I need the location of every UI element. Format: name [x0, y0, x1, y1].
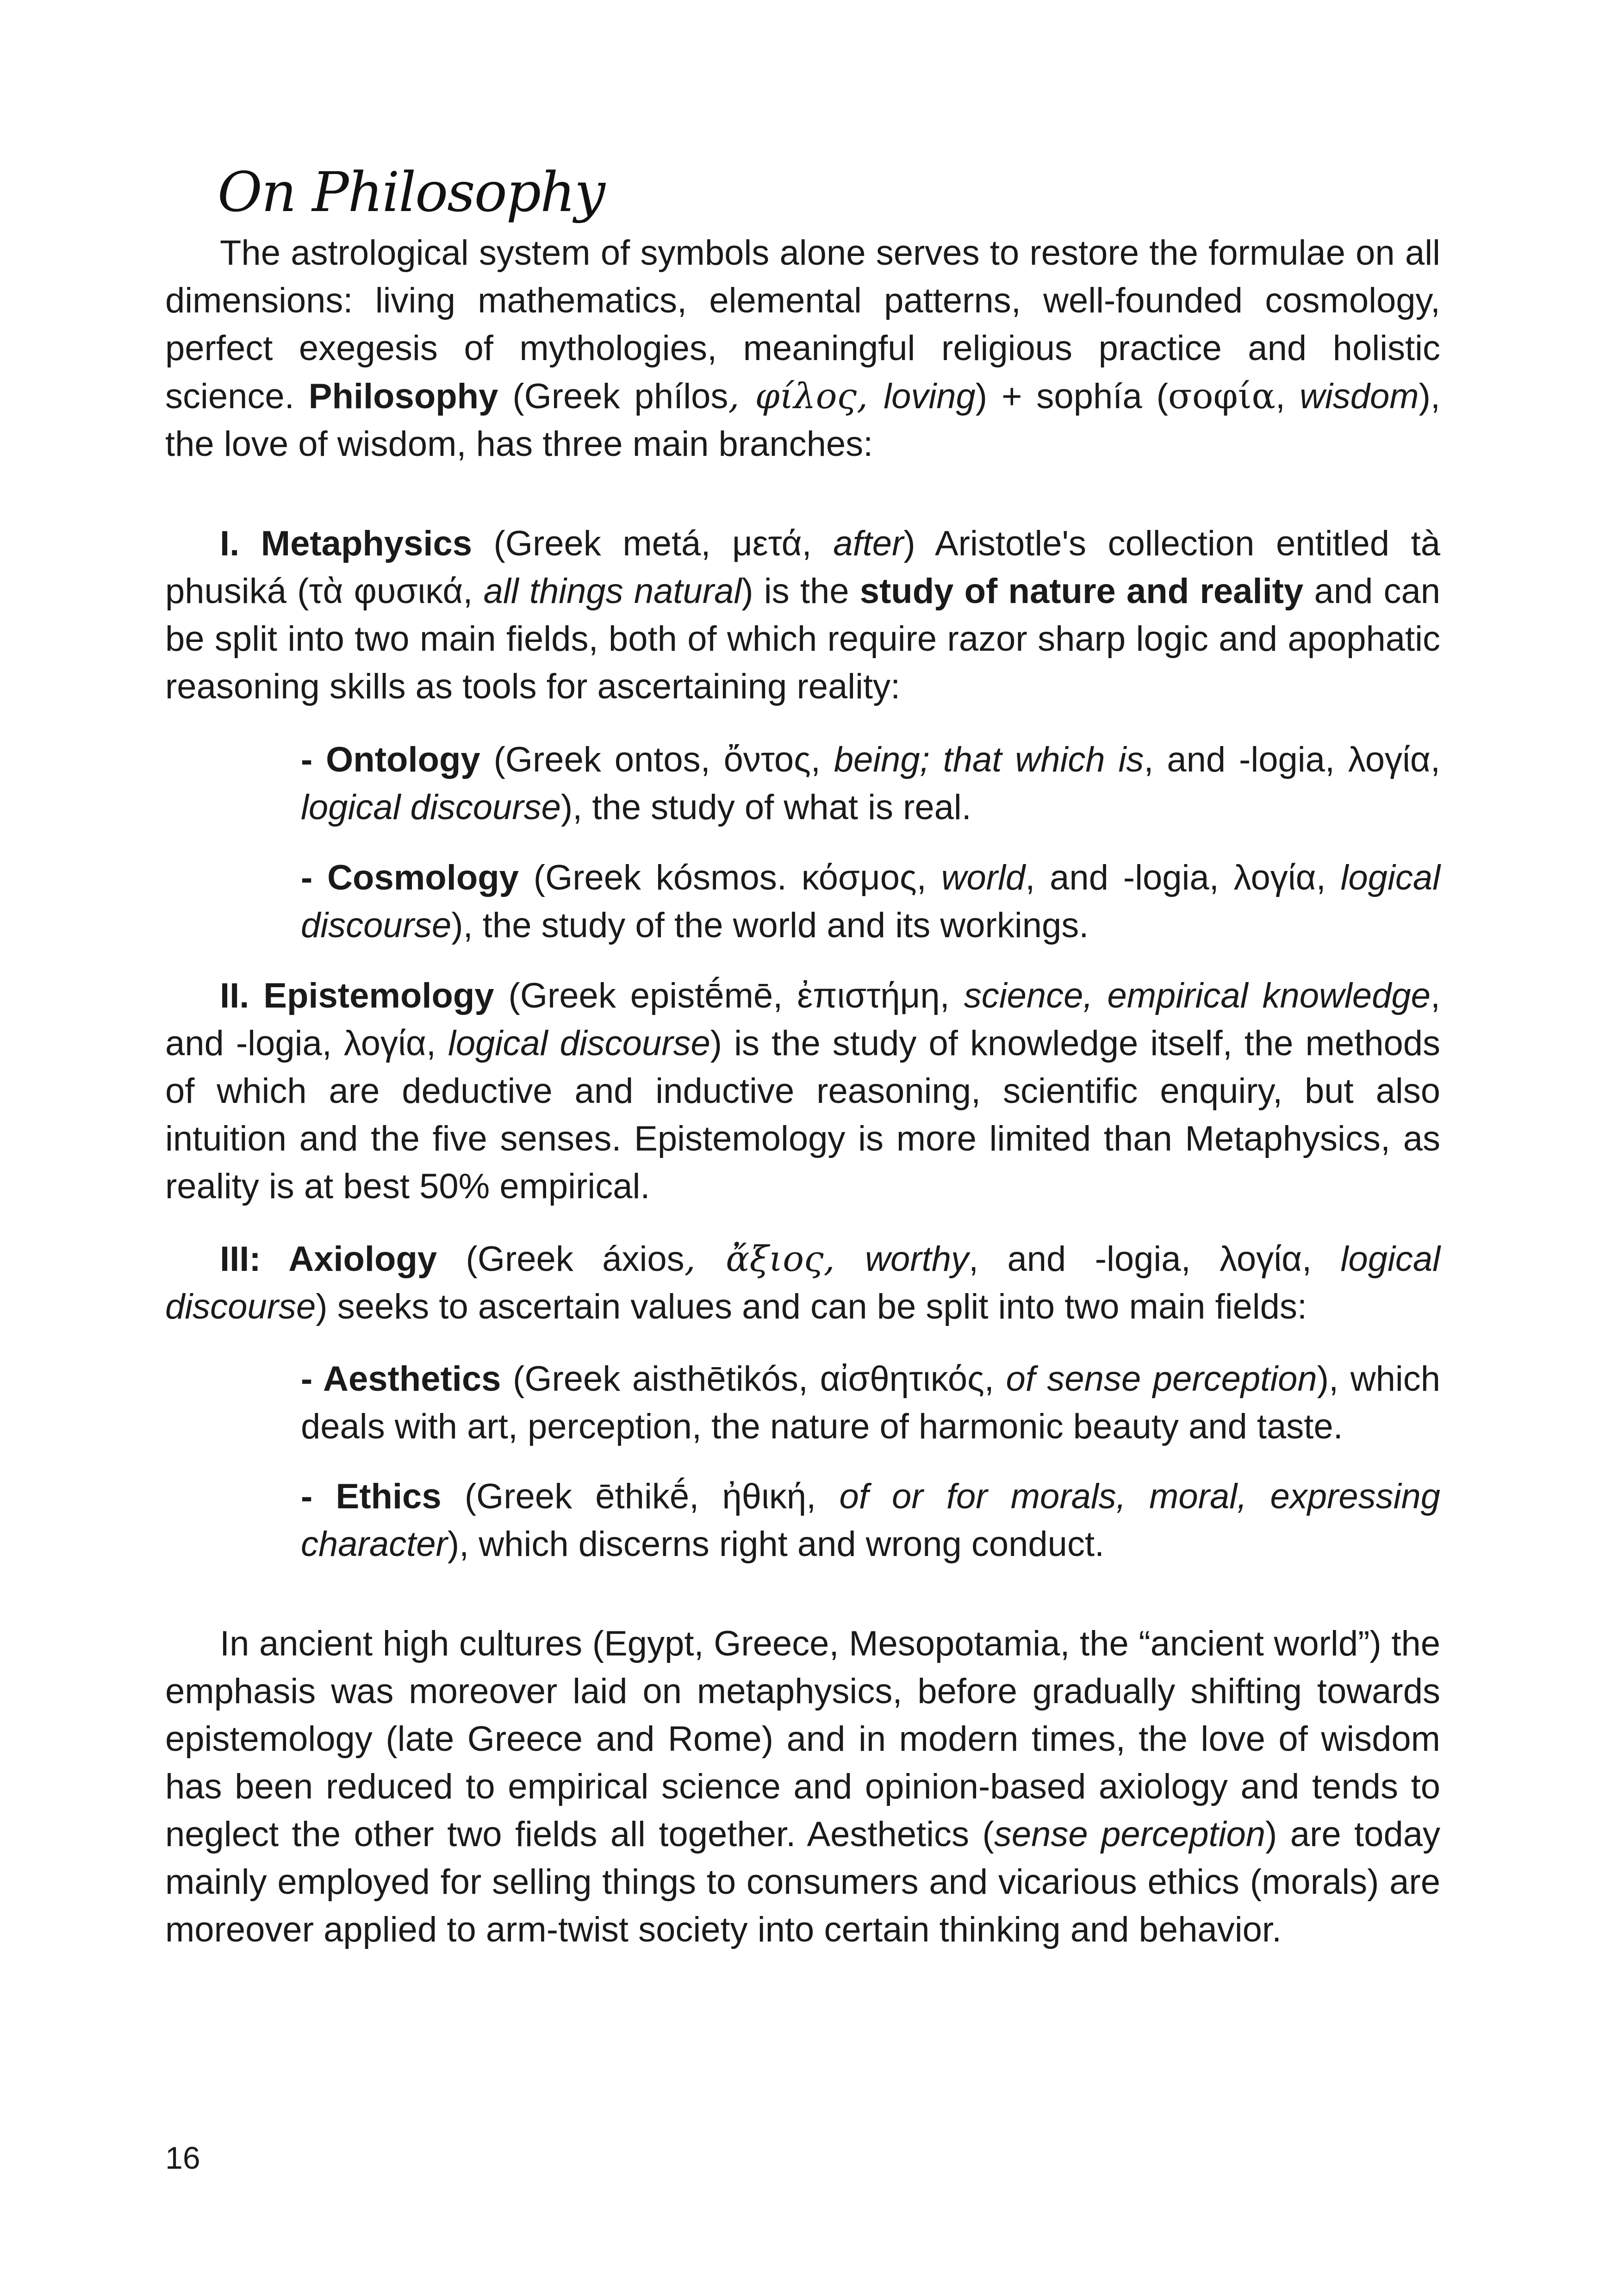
ontology-term: - Ontology — [301, 740, 480, 779]
closing-text-2: ) are today mainly employed for selling things to consumers and vicarious ethics (morals) are moreover applied to arm-twist society into certain thinking and behavior. — [165, 1815, 1440, 1949]
epistemology-term: II. Epistemology — [220, 976, 494, 1015]
metaphysics-gloss-1: after — [833, 524, 904, 563]
closing-paragraph — [165, 1620, 1440, 1954]
aesthetics-text-1: (Greek aisthētikós, αἰσθητικός, — [501, 1359, 1006, 1399]
intro-greek-1: , φίλος, — [728, 375, 884, 417]
epistemology-gloss-2: logical discourse — [448, 1024, 710, 1063]
closing-text-1: In ancient high cultures (Egypt, Greece, Mesopotamia, the “ancient world”) the emphasis was moreover laid on metaphysics, before gradually shifting towards epistemology (late Greece and Rome) and in modern times, the love of wisdom has been reduced to empirical science and opinion-based axiology and tends to neglect the other two fields all together. Aesthetics ( — [165, 1624, 1440, 1854]
cosmology-paragraph — [301, 854, 1440, 949]
metaphysics-text-3: ) is the — [741, 572, 860, 611]
axiology-text-1: (Greek áxios — [437, 1239, 685, 1279]
metaphysics-gloss-2: all things natural — [483, 572, 742, 611]
epistemology-text-3: ) is the study of knowledge itself, the methods of which are deductive and inductive reasoning, scientific enquiry, but also intuition and the five senses. Epistemology is more limited than Metaphysics, as reality is at best 50% empirical. — [165, 1024, 1440, 1206]
axiology-text-3: ) seeks to ascertain values and can be split into two main fields: — [316, 1287, 1307, 1326]
ontology-text-1: (Greek ontos, ὄντος, — [480, 740, 834, 779]
cosmology-term: - Cosmology — [301, 858, 519, 897]
ethics-term: - Ethics — [301, 1477, 442, 1516]
metaphysics-emphasis: study of nature and reality — [859, 572, 1304, 611]
aesthetics-paragraph — [301, 1355, 1440, 1450]
ethics-gloss-1: of or for morals, moral, expressing character — [301, 1477, 1441, 1564]
metaphysics-paragraph — [165, 520, 1440, 710]
intro-gloss-2: wisdom — [1299, 377, 1419, 416]
intro-text-3: ) + sophía ( — [975, 377, 1168, 416]
ontology-text-3: ), the study of what is real. — [560, 788, 971, 827]
ontology-text-2: , and -logia, λογία, — [1144, 740, 1440, 779]
ethics-text-2: ), which discerns right and wrong conduct. — [447, 1524, 1105, 1564]
aesthetics-term: - Aesthetics — [301, 1359, 501, 1399]
page-number: 16 — [165, 2140, 200, 2176]
cosmology-text-1: (Greek kósmos. κόσμος, — [518, 858, 941, 897]
page-title: On Philosophy — [218, 160, 604, 224]
ontology-gloss-1: being; that which is — [834, 740, 1144, 779]
metaphysics-term: I. Metaphysics — [220, 524, 472, 563]
intro-text-2: (Greek phílos — [498, 377, 728, 416]
epistemology-text-2: , and -logia, λογία, — [165, 976, 1441, 1063]
ontology-gloss-2: logical discourse — [301, 788, 561, 827]
intro-greek-2: σοφία — [1168, 375, 1276, 417]
epistemology-text-1: (Greek epistḗmē, ἐπιστήμη, — [494, 976, 964, 1015]
cosmology-text-2: , and -logia, λογία, — [1025, 858, 1341, 897]
axiology-gloss-2: logical discourse — [165, 1239, 1441, 1326]
intro-text-5: ), the love of wisdom, has three main branches: — [165, 377, 1441, 464]
cosmology-text-3: ), the study of the world and its workings. — [451, 906, 1089, 945]
epistemology-paragraph — [165, 972, 1440, 1210]
aesthetics-text-2: ), which deals with art, perception, the nature of harmonic beauty and taste. — [301, 1359, 1441, 1446]
epistemology-gloss-1: science, empirical knowledge — [964, 976, 1431, 1015]
intro-text-1: The astrological system of symbols alone serves to restore the formulae on all dimensions: living mathematics, elemental patterns, well-founded cosmology, perfect exegesis of mythologies, meaningful religious practice and holistic science. — [165, 233, 1440, 416]
intro-text-4: , — [1275, 377, 1300, 416]
axiology-term: III: Axiology — [220, 1239, 437, 1279]
ethics-text-1: (Greek ēthikḗ, ἠθική, — [441, 1477, 840, 1516]
metaphysics-text-1: (Greek metá, μετά, — [472, 524, 834, 563]
ethics-paragraph — [301, 1473, 1440, 1568]
axiology-greek-1: , ἄξιος, — [684, 1238, 865, 1279]
intro-term: Philosophy — [308, 377, 498, 416]
intro-paragraph — [165, 229, 1440, 468]
cosmology-gloss-2: logical discourse — [301, 858, 1440, 945]
cosmology-gloss-1: world — [941, 858, 1026, 897]
ontology-paragraph — [301, 736, 1440, 831]
aesthetics-gloss-1: of sense perception — [1006, 1359, 1317, 1399]
axiology-gloss-1: worthy — [865, 1239, 969, 1279]
axiology-paragraph — [165, 1235, 1440, 1331]
metaphysics-text-2: ) Aristotle's collection entitled tà phusiká (τὰ φυσικά, — [165, 524, 1440, 611]
metaphysics-text-4: and can be split into two main fields, both of which require razor sharp logic and apophatic reasoning skills as tools for ascertaining reality: — [165, 572, 1441, 706]
closing-gloss-1: sense perception — [994, 1815, 1265, 1854]
intro-gloss-1: loving — [884, 377, 976, 416]
axiology-text-2: , and -logia, λογία, — [968, 1239, 1341, 1279]
